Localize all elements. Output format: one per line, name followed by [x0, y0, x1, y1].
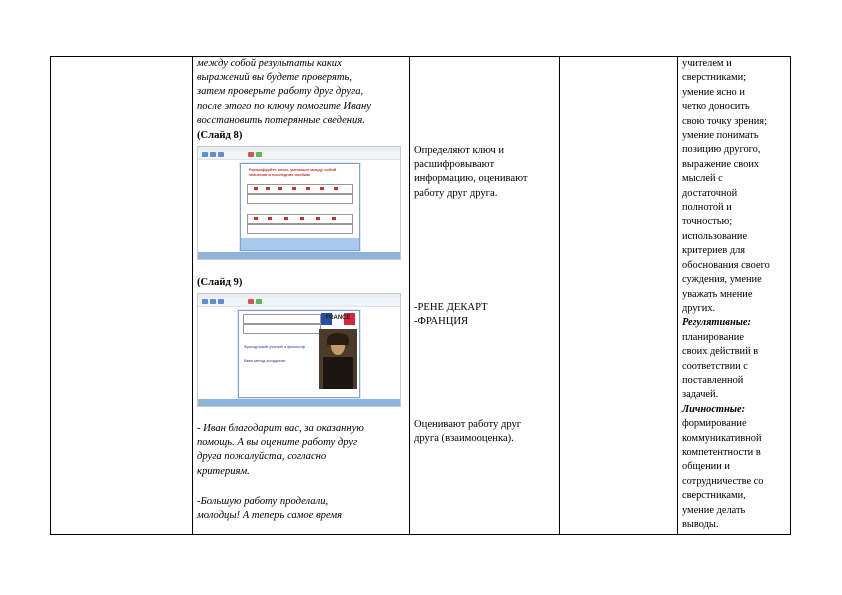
closing-text: [197, 495, 409, 523]
text-line: позицию другого,: [682, 144, 761, 156]
text-line: Оценивают работу друг: [414, 419, 522, 430]
intro-text: [197, 57, 409, 128]
text-line: сотрудничестве со: [682, 475, 764, 487]
text-line: общении и: [682, 461, 730, 473]
text-line: сверстниками;: [682, 72, 747, 84]
text-line: уважать мнение: [682, 288, 753, 300]
text-line: критериям.: [197, 465, 250, 477]
answer-row: [247, 194, 353, 204]
text-line: умение ясно и: [682, 86, 745, 98]
text-line: других.: [682, 302, 716, 314]
text-line: компетентности в: [682, 446, 761, 458]
text-line: -ФРАНЦИЯ: [414, 316, 469, 328]
text-line: сверстниками,: [682, 490, 746, 502]
column-divider: [409, 56, 410, 535]
app-toolbar: [198, 151, 400, 160]
text-line: своих действий в: [682, 346, 759, 358]
column-divider: [790, 56, 791, 535]
app-toolbar: [198, 298, 400, 307]
descartes-portrait: [319, 329, 357, 389]
text-line: выражений вы будете проверять,: [197, 72, 353, 84]
text-line: использование: [682, 230, 748, 242]
text-line: формирование: [682, 418, 747, 430]
text-line: задачей.: [682, 389, 719, 401]
column-divider: [50, 56, 51, 535]
student-activity-2: [414, 301, 554, 329]
text-line: критериев для: [682, 245, 746, 257]
france-flag: [321, 313, 355, 325]
answer-row: [247, 214, 353, 224]
text-line: расшифровывают: [414, 159, 495, 171]
slide9-screenshot: [197, 293, 401, 407]
column-divider: [559, 56, 560, 535]
text-line: - Иван благодарит вас, за оказанную: [197, 423, 364, 434]
text-line: обоснования своего: [682, 259, 770, 271]
regulative-heading: Регулятивные:: [682, 317, 751, 329]
text-line: планирование: [682, 331, 744, 343]
text-line: свою точку зрения;: [682, 115, 767, 127]
text-line: суждения, умение: [682, 274, 762, 286]
text-line: умение делать: [682, 504, 746, 516]
answer-row: [243, 314, 321, 324]
slide9-content: [238, 310, 360, 398]
text-line: -РЕНЕ ДЕКАРТ: [414, 302, 488, 313]
slide-footer: [241, 238, 359, 250]
personal-heading: Личностные:: [682, 403, 746, 415]
flag-label: FRANCE: [325, 315, 351, 321]
text-line: между собой результаты каких: [197, 58, 342, 69]
taskbar: [198, 252, 400, 259]
text-line: коммуникативной: [682, 432, 762, 444]
text-line: достаточной: [682, 187, 738, 199]
text-line: работу друг друга.: [414, 187, 498, 199]
slide8-screenshot: [197, 146, 401, 260]
column-divider: [192, 56, 193, 535]
text-line: помощь. А вы оцените работу друг: [197, 437, 358, 449]
text-line: Определяют ключ и: [414, 145, 505, 156]
text-line: умение понимать: [682, 130, 759, 142]
text-line: -Большую работу проделали,: [197, 496, 329, 507]
answer-row: [243, 324, 321, 334]
text-line: точностью;: [682, 216, 733, 228]
text-line: восстановить потерянные сведения.: [197, 114, 365, 126]
text-line: четко доносить: [682, 101, 750, 113]
student-activity-1: [414, 144, 554, 201]
text-line: выводы.: [682, 519, 719, 530]
slide9-label: (Слайд 9): [197, 277, 243, 288]
taskbar: [198, 399, 400, 406]
student-activity-3: [414, 418, 554, 446]
slide9-text-1: Французский ученый и философ: [244, 344, 305, 349]
table-top-border: [50, 56, 791, 57]
text-line: друга (взаимооценка).: [414, 433, 514, 445]
slide8-content: [240, 163, 360, 251]
text-line: полнотой и: [682, 202, 732, 214]
slide8-title: Расшифруйте ключ, умножьте между собой значения в последних ячейках: [249, 167, 337, 177]
slide8-label: (Слайд 8): [197, 130, 243, 141]
thanks-text: [197, 422, 409, 479]
answer-row: [247, 224, 353, 234]
column-divider: [677, 56, 678, 535]
text-line: мыслей с: [682, 173, 723, 185]
answer-row: [247, 184, 353, 194]
text-line: учителем и: [682, 58, 732, 69]
slide9-text-2: Ввел метод координат: [244, 358, 286, 363]
text-line: выражение своих: [682, 158, 760, 170]
text-line: информацию, оценивают: [414, 173, 528, 185]
table-bottom-border: [50, 534, 791, 535]
lesson-table: [50, 56, 791, 535]
text-line: соответствии с: [682, 360, 748, 372]
text-line: поставленной: [682, 374, 744, 386]
competencies-text: [682, 57, 788, 532]
text-line: после этого по ключу помогите Ивану: [197, 100, 371, 112]
text-line: друга пожалуйста, согласно: [197, 451, 327, 463]
text-line: молодцы! А теперь самое время: [197, 510, 343, 522]
text-line: затем проверьте работу друг друга,: [197, 86, 364, 98]
